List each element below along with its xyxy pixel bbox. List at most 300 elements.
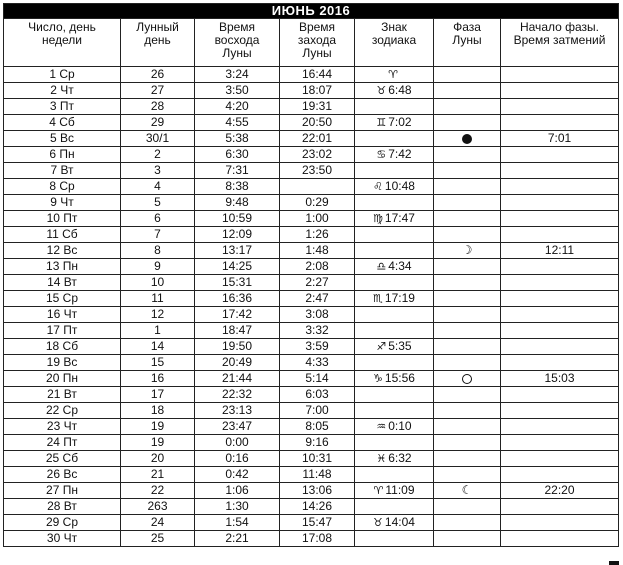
new-moon-icon xyxy=(462,134,472,144)
moonrise-cell: 23:13 xyxy=(195,403,280,419)
table-row xyxy=(4,259,619,275)
zodiac-cell xyxy=(355,195,434,211)
table-row xyxy=(4,83,619,99)
zodiac-cell xyxy=(355,387,434,403)
lunar-day-cell: 22 xyxy=(121,483,195,499)
moonset-cell: 14:26 xyxy=(280,499,355,515)
header-line: недели xyxy=(41,33,83,47)
phase-cell xyxy=(434,67,501,83)
date-cell: 13 Пн xyxy=(4,259,121,275)
moonrise-cell: 1:54 xyxy=(195,515,280,531)
phase-start-cell xyxy=(501,163,619,179)
lunar-day-cell: 2 xyxy=(121,147,195,163)
phase-cell xyxy=(434,115,501,131)
zodiac-cell xyxy=(355,483,434,499)
phase-start-cell xyxy=(501,227,619,243)
phase-start-cell xyxy=(501,339,619,355)
moonrise-cell: 9:48 xyxy=(195,195,280,211)
moonrise-cell: 4:20 xyxy=(195,99,280,115)
zodiac-cell xyxy=(355,163,434,179)
date-cell: 3 Пт xyxy=(4,99,121,115)
lunar-day-cell: 263 xyxy=(121,499,195,515)
moonset-cell: 19:31 xyxy=(280,99,355,115)
zodiac-cell xyxy=(355,531,434,547)
phase-start-cell xyxy=(501,419,619,435)
moonrise-cell: 4:55 xyxy=(195,115,280,131)
header-line: Знак xyxy=(381,20,407,34)
zodiac-time: 4:34 xyxy=(388,259,412,273)
zodiac-cell xyxy=(355,339,434,355)
moonrise-cell: 21:44 xyxy=(195,371,280,387)
table-row xyxy=(4,499,619,515)
moonrise-cell: 0:16 xyxy=(195,451,280,467)
header-line: Время затмений xyxy=(513,33,606,47)
zodiac-sign-icon: ♎ xyxy=(376,260,387,273)
zodiac-time: 7:42 xyxy=(388,147,412,161)
table-row xyxy=(4,307,619,323)
zodiac-sign-icon: ♋ xyxy=(376,148,387,161)
zodiac-sign-icon: ♈ xyxy=(373,484,384,497)
phase-start-cell xyxy=(501,195,619,211)
phase-start-cell xyxy=(501,515,619,531)
moonrise-cell: 14:25 xyxy=(195,259,280,275)
zodiac-cell xyxy=(355,147,434,163)
moonset-cell: 10:31 xyxy=(280,451,355,467)
date-cell: 12 Вс xyxy=(4,243,121,259)
zodiac-time: 0:10 xyxy=(388,419,412,433)
table-row xyxy=(4,131,619,147)
table-row xyxy=(4,291,619,307)
lunar-day-cell: 4 xyxy=(121,179,195,195)
zodiac-cell xyxy=(355,403,434,419)
table-row xyxy=(4,355,619,371)
moonset-cell: 13:06 xyxy=(280,483,355,499)
date-cell: 18 Сб xyxy=(4,339,121,355)
moonrise-cell: 23:47 xyxy=(195,419,280,435)
moonset-cell: 2:08 xyxy=(280,259,355,275)
moonrise-cell: 18:47 xyxy=(195,323,280,339)
phase-cell xyxy=(434,131,501,147)
phase-start-cell xyxy=(501,435,619,451)
date-cell: 4 Сб xyxy=(4,115,121,131)
phase-cell xyxy=(434,531,501,547)
table-row xyxy=(4,243,619,259)
table-row xyxy=(4,435,619,451)
date-cell: 5 Вс xyxy=(4,131,121,147)
moonset-cell: 16:44 xyxy=(280,67,355,83)
phase-start-cell xyxy=(501,307,619,323)
zodiac-cell xyxy=(355,451,434,467)
lunar-day-cell: 3 xyxy=(121,163,195,179)
lunar-day-cell: 15 xyxy=(121,355,195,371)
header-line: Число, день xyxy=(28,20,96,34)
date-cell: 22 Ср xyxy=(4,403,121,419)
lunar-calendar-table xyxy=(3,3,619,547)
zodiac-cell xyxy=(355,499,434,515)
moonrise-cell: 5:38 xyxy=(195,131,280,147)
moonrise-cell: 8:38 xyxy=(195,179,280,195)
zodiac-sign-icon: ♉ xyxy=(376,84,387,97)
phase-cell xyxy=(434,275,501,291)
zodiac-cell xyxy=(355,355,434,371)
lunar-day-cell: 16 xyxy=(121,371,195,387)
moonset-cell: 1:26 xyxy=(280,227,355,243)
zodiac-cell xyxy=(355,307,434,323)
date-cell: 19 Вс xyxy=(4,355,121,371)
lunar-day-cell: 19 xyxy=(121,435,195,451)
phase-cell xyxy=(434,403,501,419)
zodiac-cell xyxy=(355,131,434,147)
date-cell: 23 Чт xyxy=(4,419,121,435)
lunar-day-cell: 14 xyxy=(121,339,195,355)
phase-start-cell xyxy=(501,179,619,195)
moonset-cell: 22:01 xyxy=(280,131,355,147)
table-row xyxy=(4,211,619,227)
lunar-day-cell: 24 xyxy=(121,515,195,531)
moonrise-cell: 15:31 xyxy=(195,275,280,291)
table-row xyxy=(4,419,619,435)
header-line: Время xyxy=(298,20,336,34)
date-cell: 8 Ср xyxy=(4,179,121,195)
phase-cell xyxy=(434,515,501,531)
phase-start-cell xyxy=(501,275,619,291)
phase-start-cell xyxy=(501,211,619,227)
zodiac-time: 6:48 xyxy=(388,83,412,97)
moonset-cell: 4:33 xyxy=(280,355,355,371)
table-row xyxy=(4,387,619,403)
lunar-day-cell: 20 xyxy=(121,451,195,467)
zodiac-sign-icon: ♐ xyxy=(376,340,387,353)
phase-cell xyxy=(434,243,501,259)
date-cell: 26 Вс xyxy=(4,467,121,483)
lunar-day-cell: 18 xyxy=(121,403,195,419)
phase-cell xyxy=(434,339,501,355)
date-cell: 1 Ср xyxy=(4,67,121,83)
title-row xyxy=(4,4,619,19)
phase-cell xyxy=(434,83,501,99)
table-row xyxy=(4,323,619,339)
lunar-day-cell: 17 xyxy=(121,387,195,403)
header-moonset xyxy=(280,19,355,67)
table-row xyxy=(4,115,619,131)
table-row xyxy=(4,371,619,387)
zodiac-sign-icon: ♊ xyxy=(376,116,387,129)
moonset-cell: 1:00 xyxy=(280,211,355,227)
phase-start-cell xyxy=(501,451,619,467)
date-cell: 29 Ср xyxy=(4,515,121,531)
moonset-cell: 8:05 xyxy=(280,419,355,435)
phase-cell xyxy=(434,163,501,179)
phase-cell xyxy=(434,179,501,195)
zodiac-cell xyxy=(355,323,434,339)
full-moon-icon xyxy=(462,374,472,384)
header-lunar-day xyxy=(121,19,195,67)
phase-cell xyxy=(434,435,501,451)
moonset-cell: 15:47 xyxy=(280,515,355,531)
phase-cell xyxy=(434,355,501,371)
date-cell: 10 Пт xyxy=(4,211,121,227)
date-cell: 7 Вт xyxy=(4,163,121,179)
header-phase xyxy=(434,19,501,67)
phase-cell xyxy=(434,451,501,467)
moonrise-cell: 19:50 xyxy=(195,339,280,355)
header-line: Луны xyxy=(222,46,252,60)
phase-start-cell xyxy=(501,291,619,307)
moonrise-cell: 16:36 xyxy=(195,291,280,307)
table-row xyxy=(4,179,619,195)
phase-cell xyxy=(434,323,501,339)
phase-start-cell xyxy=(501,147,619,163)
moonrise-cell: 22:32 xyxy=(195,387,280,403)
phase-cell xyxy=(434,211,501,227)
phase-cell xyxy=(434,499,501,515)
zodiac-cell xyxy=(355,83,434,99)
phase-start-cell xyxy=(501,99,619,115)
moonset-cell: 9:16 xyxy=(280,435,355,451)
table-row xyxy=(4,467,619,483)
phase-start-cell: 22:20 xyxy=(501,483,619,499)
zodiac-cell xyxy=(355,227,434,243)
date-cell: 24 Пт xyxy=(4,435,121,451)
zodiac-sign-icon: ♈ xyxy=(388,68,398,81)
moonset-cell: 1:48 xyxy=(280,243,355,259)
date-cell: 27 Пн xyxy=(4,483,121,499)
phase-cell xyxy=(434,195,501,211)
zodiac-cell xyxy=(355,435,434,451)
date-cell: 25 Сб xyxy=(4,451,121,467)
zodiac-sign-icon: ♏ xyxy=(373,292,383,305)
phase-start-cell: 15:03 xyxy=(501,371,619,387)
table-row xyxy=(4,483,619,499)
header-line: Луны xyxy=(302,46,332,60)
zodiac-time: 7:02 xyxy=(388,115,412,129)
date-cell: 16 Чт xyxy=(4,307,121,323)
page-title: ИЮНЬ 2016 xyxy=(4,4,619,19)
moonset-cell: 2:27 xyxy=(280,275,355,291)
date-cell: 17 Пт xyxy=(4,323,121,339)
zodiac-sign-icon: ♍ xyxy=(373,212,383,225)
lunar-day-cell: 21 xyxy=(121,467,195,483)
moonset-cell: 17:08 xyxy=(280,531,355,547)
date-cell: 20 Пн xyxy=(4,371,121,387)
lunar-day-cell: 6 xyxy=(121,211,195,227)
zodiac-cell xyxy=(355,515,434,531)
zodiac-time: 6:32 xyxy=(388,451,412,465)
lunar-day-cell: 7 xyxy=(121,227,195,243)
header-line: Фаза xyxy=(453,20,481,34)
table-row xyxy=(4,403,619,419)
zodiac-time: 11:09 xyxy=(385,483,415,497)
phase-cell xyxy=(434,483,501,499)
zodiac-sign-icon: ♓ xyxy=(376,452,387,465)
zodiac-time: 15:56 xyxy=(384,371,415,385)
zodiac-cell xyxy=(355,67,434,83)
table-row xyxy=(4,515,619,531)
table-row xyxy=(4,227,619,243)
table-row xyxy=(4,67,619,83)
moonset-cell: 5:14 xyxy=(280,371,355,387)
date-cell: 30 Чт xyxy=(4,531,121,547)
header-line: Лунный xyxy=(136,20,179,34)
header-line: Начало фазы. xyxy=(519,20,600,34)
phase-start-cell xyxy=(501,403,619,419)
moonrise-cell: 1:06 xyxy=(195,483,280,499)
lunar-day-cell: 29 xyxy=(121,115,195,131)
table-row xyxy=(4,147,619,163)
date-cell: 6 Пн xyxy=(4,147,121,163)
zodiac-cell xyxy=(355,115,434,131)
calendar-body xyxy=(4,67,619,547)
zodiac-sign-icon: ♉ xyxy=(373,516,383,529)
header-line: восхода xyxy=(214,33,260,47)
lunar-day-cell: 1 xyxy=(121,323,195,339)
header-row xyxy=(4,19,619,67)
phase-cell xyxy=(434,227,501,243)
moonset-cell: 11:48 xyxy=(280,467,355,483)
moonrise-cell: 0:42 xyxy=(195,467,280,483)
header-phase-start xyxy=(501,19,619,67)
zodiac-cell xyxy=(355,467,434,483)
table-row xyxy=(4,339,619,355)
moonrise-cell: 13:17 xyxy=(195,243,280,259)
lunar-day-cell: 8 xyxy=(121,243,195,259)
phase-cell xyxy=(434,387,501,403)
first-quarter-moon-icon: ☽ xyxy=(461,243,473,257)
header-moonrise xyxy=(195,19,280,67)
phase-start-cell xyxy=(501,83,619,99)
date-cell: 14 Вт xyxy=(4,275,121,291)
moonset-cell: 6:03 xyxy=(280,387,355,403)
moonrise-cell: 10:59 xyxy=(195,211,280,227)
date-cell: 28 Вт xyxy=(4,499,121,515)
moonrise-cell: 3:24 xyxy=(195,67,280,83)
moonrise-cell: 12:09 xyxy=(195,227,280,243)
phase-start-cell xyxy=(501,467,619,483)
moonrise-cell: 17:42 xyxy=(195,307,280,323)
moonrise-cell: 0:00 xyxy=(195,435,280,451)
moonset-cell: 20:50 xyxy=(280,115,355,131)
date-cell: 11 Сб xyxy=(4,227,121,243)
phase-cell xyxy=(434,99,501,115)
moonset-cell: 7:00 xyxy=(280,403,355,419)
phase-cell xyxy=(434,419,501,435)
date-cell: 2 Чт xyxy=(4,83,121,99)
zodiac-time: 17:19 xyxy=(384,291,415,305)
last-quarter-moon-icon: ☾ xyxy=(461,483,473,497)
zodiac-sign-icon: ♑ xyxy=(373,372,383,385)
moonset-cell: 0:29 xyxy=(280,195,355,211)
zodiac-cell xyxy=(355,259,434,275)
header-line: Луны xyxy=(452,33,482,47)
phase-start-cell xyxy=(501,259,619,275)
moonset-cell: 23:50 xyxy=(280,163,355,179)
moonset-cell: 3:32 xyxy=(280,323,355,339)
date-cell: 15 Ср xyxy=(4,291,121,307)
phase-start-cell xyxy=(501,499,619,515)
phase-cell xyxy=(434,259,501,275)
phase-cell xyxy=(434,147,501,163)
zodiac-time: 17:47 xyxy=(384,211,415,225)
zodiac-cell xyxy=(355,371,434,387)
zodiac-cell xyxy=(355,243,434,259)
table-row xyxy=(4,451,619,467)
table-row xyxy=(4,275,619,291)
zodiac-cell xyxy=(355,179,434,195)
phase-start-cell xyxy=(501,355,619,371)
header-zodiac xyxy=(355,19,434,67)
lunar-day-cell: 27 xyxy=(121,83,195,99)
lunar-day-cell: 28 xyxy=(121,99,195,115)
lunar-day-cell: 25 xyxy=(121,531,195,547)
phase-start-cell xyxy=(501,67,619,83)
table-row xyxy=(4,531,619,547)
zodiac-cell xyxy=(355,291,434,307)
moonset-cell: 23:02 xyxy=(280,147,355,163)
lunar-day-cell: 9 xyxy=(121,259,195,275)
moonset-cell: 18:07 xyxy=(280,83,355,99)
lunar-day-cell: 5 xyxy=(121,195,195,211)
lunar-day-cell: 30/1 xyxy=(121,131,195,147)
phase-cell xyxy=(434,307,501,323)
lunar-day-cell: 12 xyxy=(121,307,195,323)
moonrise-cell: 20:49 xyxy=(195,355,280,371)
phase-cell xyxy=(434,291,501,307)
moonrise-cell: 6:30 xyxy=(195,147,280,163)
header-line: день xyxy=(144,33,171,47)
moonrise-cell: 2:21 xyxy=(195,531,280,547)
zodiac-time: 14:04 xyxy=(384,515,415,529)
moonset-cell: 3:59 xyxy=(280,339,355,355)
phase-start-cell xyxy=(501,115,619,131)
header-line: Время xyxy=(218,20,256,34)
lunar-day-cell: 19 xyxy=(121,419,195,435)
table-row xyxy=(4,99,619,115)
corner-mark xyxy=(609,561,619,565)
phase-cell xyxy=(434,467,501,483)
table-row xyxy=(4,195,619,211)
zodiac-sign-icon: ♒ xyxy=(376,420,387,433)
phase-start-cell: 12:11 xyxy=(501,243,619,259)
moonset-cell xyxy=(280,179,355,195)
header-line: зодиака xyxy=(371,33,417,47)
zodiac-time: 5:35 xyxy=(388,339,412,353)
zodiac-cell xyxy=(355,419,434,435)
phase-start-cell xyxy=(501,387,619,403)
phase-start-cell xyxy=(501,323,619,339)
lunar-day-cell: 11 xyxy=(121,291,195,307)
phase-start-cell xyxy=(501,531,619,547)
zodiac-cell xyxy=(355,211,434,227)
moonset-cell: 3:08 xyxy=(280,307,355,323)
table-row xyxy=(4,163,619,179)
zodiac-sign-icon: ♌ xyxy=(373,180,383,193)
date-cell: 9 Чт xyxy=(4,195,121,211)
phase-start-cell: 7:01 xyxy=(501,131,619,147)
zodiac-cell xyxy=(355,275,434,291)
moonrise-cell: 7:31 xyxy=(195,163,280,179)
header-date xyxy=(4,19,121,67)
moonrise-cell: 1:30 xyxy=(195,499,280,515)
zodiac-time: 10:48 xyxy=(384,179,415,193)
header-line: захода xyxy=(297,33,337,47)
phase-cell xyxy=(434,371,501,387)
moonset-cell: 2:47 xyxy=(280,291,355,307)
lunar-day-cell: 26 xyxy=(121,67,195,83)
date-cell: 21 Вт xyxy=(4,387,121,403)
zodiac-cell xyxy=(355,99,434,115)
moonrise-cell: 3:50 xyxy=(195,83,280,99)
lunar-day-cell: 10 xyxy=(121,275,195,291)
